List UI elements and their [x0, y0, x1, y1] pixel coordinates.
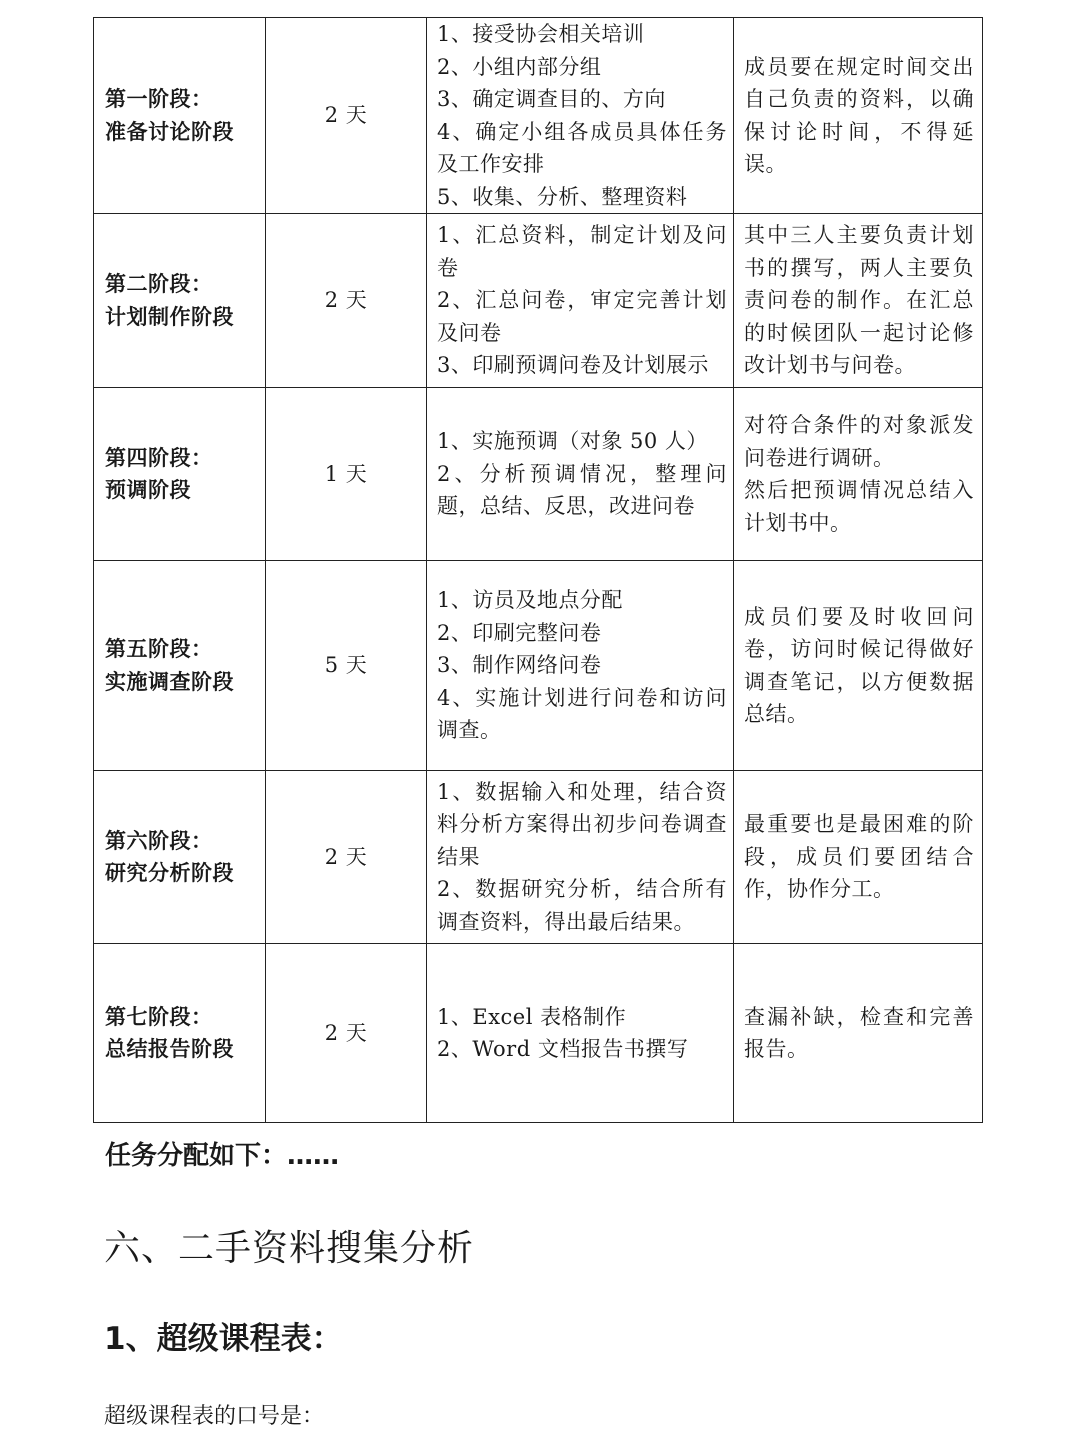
- duration-cell: 2 天: [266, 18, 427, 214]
- task-item: 3、制作网络问卷: [437, 653, 602, 678]
- notes-cell: [734, 561, 983, 771]
- notes-cell: [734, 18, 983, 214]
- stage-label: 预调阶段: [105, 477, 191, 502]
- tasks-cell: [427, 561, 734, 771]
- notes-cell: [734, 771, 983, 944]
- stage-cell: [94, 561, 266, 771]
- table-row: [94, 388, 983, 561]
- note-text: 然后把预调情况总结入计划书中。: [744, 478, 974, 535]
- stage-label: 总结报告阶段: [105, 1036, 234, 1061]
- notes-cell: [734, 944, 983, 1123]
- table-row: [94, 18, 983, 214]
- stage-label: 第六阶段：: [105, 827, 213, 853]
- task-item: 1、访员及地点分配: [437, 588, 623, 613]
- stage-label: 第二阶段：: [105, 271, 213, 296]
- tasks-cell: [427, 18, 734, 214]
- stage-label: 第七阶段：: [105, 1003, 213, 1029]
- stage-label: 第五阶段：: [105, 636, 213, 661]
- note-text: 对符合条件的对象派发问卷进行调研。: [744, 413, 974, 470]
- task-item: 5、收集、分析、整理资料: [437, 184, 688, 209]
- task-item: 2、分析预调情况，整理问题，总结、反思，改进问卷: [437, 461, 727, 519]
- stage-label: 第四阶段：: [105, 444, 213, 470]
- schedule-table-body: [94, 18, 983, 1123]
- stage-cell: [94, 944, 266, 1123]
- tasks-cell: [427, 214, 734, 388]
- task-item: 2、小组内部分组: [437, 54, 602, 79]
- duration-cell: 2 天: [266, 214, 427, 388]
- duration-cell: 2 天: [266, 944, 427, 1123]
- note-text: 查漏补缺，检查和完善报告。: [744, 1004, 974, 1061]
- note-text: 最重要也是最困难的阶段，成员们要团结合作，协作分工。: [744, 812, 974, 902]
- task-item: 1、Excel 表格制作: [437, 1004, 627, 1029]
- body-paragraph: 超级课程表的口号是：: [104, 1404, 325, 1429]
- stage-label: 研究分析阶段: [105, 860, 234, 885]
- stage-label: 第一阶段：: [105, 86, 213, 111]
- duration-cell: 2 天: [266, 771, 427, 944]
- tasks-cell: [427, 388, 734, 561]
- duration-cell: 5 天: [266, 561, 427, 771]
- table-row: [94, 561, 983, 771]
- task-item: 3、印刷预调问卷及计划展示: [437, 353, 709, 378]
- stage-label: 准备讨论阶段: [105, 118, 234, 144]
- task-item: 4、实施计划进行问卷和访问调查。: [437, 685, 727, 743]
- notes-cell: [734, 388, 983, 561]
- task-item: 3、确定调查目的、方向: [437, 87, 666, 111]
- task-item: 1、数据输入和处理，结合资料分析方案得出初步问卷调查结果: [437, 779, 727, 869]
- notes-cell: [734, 214, 983, 388]
- task-item: 4、确定小组各成员具体任务及工作安排: [437, 119, 727, 176]
- section-heading: 六、二手资料搜集分析: [104, 1228, 475, 1269]
- stage-label: 计划制作阶段: [105, 303, 234, 329]
- stage-cell: [94, 214, 266, 388]
- stage-cell: [94, 18, 266, 214]
- duration-cell: 1 天: [266, 388, 427, 561]
- stage-cell: [94, 771, 266, 944]
- stage-label: 实施调查阶段: [105, 668, 234, 694]
- task-item: 2、数据研究分析，结合所有调查资料，得出最后结果。: [437, 877, 727, 934]
- task-item: 1、汇总资料，制定计划及问卷: [437, 223, 727, 280]
- table-row: [94, 214, 983, 388]
- note-text: 其中三人主要负责计划书的撰写，两人主要负责问卷的制作。在汇总的时候团队一起讨论修改计划书与问卷。: [744, 223, 974, 378]
- table-row: [94, 944, 983, 1123]
- task-allocation-line: 任务分配如下：……: [105, 1141, 340, 1171]
- task-item: 1、实施预调（对象 50 人）: [437, 429, 708, 454]
- tasks-cell: [427, 944, 734, 1123]
- note-text: 成员要在规定时间交出自己负责的资料，以确保讨论时间，不得延误。: [744, 54, 974, 176]
- stage-cell: [94, 388, 266, 561]
- table-row: [94, 771, 983, 944]
- task-item: 2、印刷完整问卷: [437, 620, 602, 645]
- task-item: 1、接受协会相关培训: [437, 22, 645, 46]
- schedule-table: [93, 17, 983, 1123]
- tasks-cell: [427, 771, 734, 944]
- task-item: 2、Word 文档报告书撰写: [437, 1037, 689, 1061]
- sub-heading: 1、超级课程表：: [104, 1321, 343, 1357]
- task-item: 2、汇总问卷，审定完善计划及问卷: [437, 288, 727, 345]
- note-text: 成员们要及时收回问卷，访问时候记得做好调查笔记，以方便数据总结。: [744, 604, 974, 726]
